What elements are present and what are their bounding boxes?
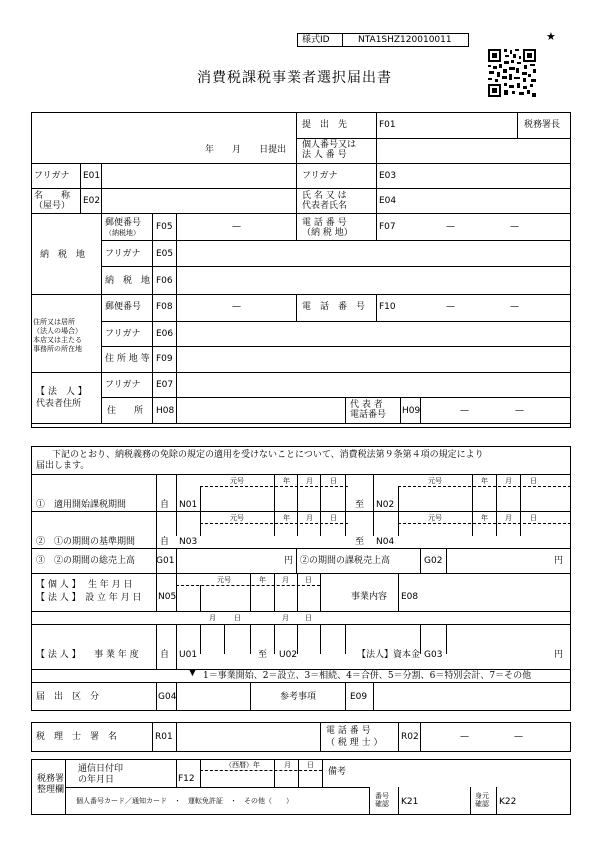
field-code-n01: N01 <box>179 500 198 510</box>
birth-label: 【 個 人 】 生 年 月 日 【 法 人 】 設 立 年 月 日 <box>36 580 142 603</box>
jigyo-label: 事業内容 <box>351 592 388 602</box>
tekiyo-start-input[interactable] <box>201 487 344 510</box>
field-code-e02: E02 <box>83 196 101 206</box>
nozeichi-sub-label: 納 税 地 <box>105 276 151 286</box>
field-code-f07: F07 <box>379 222 396 232</box>
mimoto-kakunin-label: 身元 確認 <box>475 792 489 808</box>
kazei-uriage-input[interactable] <box>447 549 551 572</box>
field-code-e03: E03 <box>379 171 397 181</box>
kijun-start-input[interactable] <box>201 524 344 546</box>
field-code-f10: F10 <box>379 302 396 312</box>
seireki-label: （西暦）年 <box>225 761 260 769</box>
nendo-start-input[interactable] <box>201 625 249 653</box>
shihon-label: 【法人】資本金 <box>357 650 421 660</box>
field-code-h08: H08 <box>156 406 175 416</box>
yubin-input-jusho[interactable] <box>177 295 295 320</box>
biko-label: 備考 <box>328 767 347 777</box>
field-code-n03: N03 <box>179 537 198 547</box>
yubin-label: 郵便番号 （納税地） <box>105 218 142 237</box>
sanko-label: 参考事項 <box>280 692 317 702</box>
denwa-input-nozeichi[interactable] <box>398 214 570 239</box>
furigana-label-left: フリガナ <box>34 171 70 181</box>
kojin-bango-input[interactable] <box>377 139 570 162</box>
jushochi-input[interactable] <box>177 347 570 371</box>
field-code-e09: E09 <box>350 692 368 702</box>
shihon-input[interactable] <box>447 625 551 653</box>
form-id: NTA1SHZ120010011 <box>358 35 452 45</box>
field-code-k22: K22 <box>499 797 517 807</box>
furigana-input-jusho[interactable] <box>177 322 570 345</box>
field-code-f09: F09 <box>156 354 173 364</box>
field-code-e04: E04 <box>379 196 397 206</box>
todokede-label: 届 出 区 分 <box>36 692 100 702</box>
kakunin-label: 個人番号カード／通知カード ・ 運転免許証 ・ その他（ ） <box>76 797 293 805</box>
qr-code-icon <box>486 47 538 99</box>
zeirishi-denwa-input[interactable] <box>421 723 570 751</box>
jusho-input-daihyo[interactable] <box>177 398 344 422</box>
field-code-r01: R01 <box>155 732 173 742</box>
jusho-label-daihyo: 住 所 <box>107 406 144 416</box>
field-code-k21: K21 <box>401 797 419 807</box>
yubin-input-nozeichi[interactable] <box>177 214 295 239</box>
kijun-end-input[interactable] <box>399 524 570 546</box>
pointer-arrow-icon: ▼ <box>189 668 196 678</box>
tekiyo-end-input[interactable] <box>399 487 570 510</box>
zeirishi-input[interactable] <box>177 723 319 751</box>
kazei-uriage-label: ②の期間の課税売上高 <box>300 556 391 566</box>
statement-line-2: 届出します。 <box>36 461 90 471</box>
field-code-g02: G02 <box>424 556 443 566</box>
meisho-label: 名 称 （屋号） <box>34 191 71 211</box>
nozeichi-label: 納 税 地 <box>40 250 86 260</box>
meisho-input[interactable] <box>102 189 295 212</box>
field-code-n02: N02 <box>376 500 395 510</box>
todokede-input[interactable] <box>177 683 249 710</box>
bango-kakunin-input[interactable] <box>420 788 469 814</box>
yubin-dash: — <box>232 222 241 232</box>
teishutsusaki-label: 提 出 先 <box>302 120 348 130</box>
field-code-g04: G04 <box>158 692 177 702</box>
statement-line-1: 下記のとおり、納税義務の免除の規定の適用を受けないことについて、消費税法第９条第４項の規定により <box>52 450 484 460</box>
field-code-e08: E08 <box>401 592 419 602</box>
tsushin-date-input[interactable] <box>201 771 321 786</box>
jushochi-label: 住 所 地 等 <box>105 354 150 364</box>
denwa-label-nozeichi: 電 話 番 号 （納 税 地） <box>302 218 353 238</box>
field-code-e01: E01 <box>83 171 101 181</box>
denwa-label-jusho: 電 話 番 号 <box>302 302 366 312</box>
form-id-label: 様式ID <box>302 35 330 45</box>
field-code-f12: F12 <box>178 774 195 784</box>
shimei-label: 氏 名 又 は 代表者氏名 <box>302 191 348 211</box>
field-code-f08: F08 <box>156 302 173 312</box>
birth-input[interactable] <box>177 586 319 610</box>
furigana-input-nozeichi[interactable] <box>177 241 570 265</box>
sou-uriage-label: ③ ②の期間の総売上高 <box>36 556 136 566</box>
field-code-e06: E06 <box>156 329 174 339</box>
field-code-h09: H09 <box>402 406 421 416</box>
field-code-n05: N05 <box>158 592 177 602</box>
field-code-r02: R02 <box>401 732 419 742</box>
field-code-n04: N04 <box>376 537 395 547</box>
zeimusho-label: 税務署長 <box>524 120 561 130</box>
field-code-g01: G01 <box>156 556 175 566</box>
furigana-label-daihyo: フリガナ <box>105 380 141 390</box>
field-code-e05: E05 <box>156 249 174 259</box>
furigana-input-daihyo[interactable] <box>177 373 570 396</box>
field-code-f06: F06 <box>156 276 173 286</box>
furigana-label-jusho: フリガナ <box>105 329 141 339</box>
sanko-input[interactable] <box>374 683 570 710</box>
bango-kakunin-label: 番号 確認 <box>375 792 389 808</box>
furigana-input-right[interactable] <box>398 164 570 187</box>
kijun-label: ② ①の期間の基準期間 <box>36 537 136 547</box>
kojin-bango-label: 個人番号又は 法 人 番 号 <box>302 140 357 160</box>
tekiyo-label: ① 適用開始課税期間 <box>36 500 127 510</box>
star-mark: ★ <box>546 30 556 43</box>
furigana-label-right: フリガナ <box>302 171 338 181</box>
form-title: 消費税課税事業者選択届出書 <box>197 70 392 86</box>
furigana-label-nozeichi: フリガナ <box>105 249 141 259</box>
field-code-u01: U01 <box>179 650 198 660</box>
furigana-input-left[interactable] <box>102 164 295 187</box>
zeirishi-label: 税 理 士 署 名 <box>36 732 118 742</box>
field-code-u02: U02 <box>279 650 298 660</box>
jigyo-input[interactable] <box>421 574 570 610</box>
yubin-label-jusho: 郵便番号 <box>105 302 142 312</box>
field-code-f01: F01 <box>379 120 396 130</box>
field-code-e07: E07 <box>156 380 174 390</box>
field-code-f05: F05 <box>156 222 173 232</box>
date-label: 年 月 日提出 <box>205 145 287 155</box>
daihyo-denwa-label: 代 表 者 電話番号 <box>350 400 387 420</box>
teishutsusaki-input[interactable] <box>398 113 516 137</box>
zeimusho-seiri-label: 税務署 整理欄 <box>37 774 65 795</box>
tsushin-label: 通信日付印 の年月日 <box>78 764 124 785</box>
kubun-note: 1＝事業開始、2＝設立、3＝相続、4＝合併、5＝分割、6＝特別会計、7＝その他 <box>203 671 532 681</box>
mimoto-kakunin-input[interactable] <box>520 788 570 814</box>
tax-form-sheet: 様式ID NTA1SHZ120010011 ★ 消費税課税事業者選択届出書 年 月 日提出 提 出 先 F01 税務署長 個人番号又は 法 人 番 号 フリガナ E01 フリガナ E03 名 称 （屋号） E02 氏 名 又 は 代表者氏名 E04 納 税 地 郵便番号 （納税地） F05 — 電 話 番 号 （納 税 地） F07 — — フリガナ E05 納 税 地 F06 住所又は居所 （法人の場合） 本店又は主たる 事務所の所在地 郵便番号 F08 — 電 話 番 号 F10 — — フリガナ E06 住 所 地 等 F09 【 法 人 】 代表者住所 フリガナ E07 住 所 H08 代 表 者 電話番号 H09 — — 下記のとおり、納税義務の免除の規定の適用を受けないことについて、消費税法第９条第４項の規定により 届出します。 ① 適用開始課税期間 自 N01 元号 年 月 日 至 N02 元号 年 月 日 ② ①の期間の基準期間 自 N03 元号 年 月 日 至 N04 元号 年 月 日 ③ ②の期間の総売上高 G01 円 ②の期間の課税売上高 G02 円 【 個 人 】 生 年 月 日 【 法 人 】 設 立 年 月 日 N05 元号 年 月 日 事業内容 E08 月 日 月 日 【 法 人 】 事 業 年 度 自 U01 至 U02 【法人】資本金 G03 円 ▼ 1＝事業開始、2＝設立、3＝相続、4＝合併、5＝分割、6＝特別会計、7＝その他 届 出 区 分 G04 参考事項 E09 税 理 士 署 名 R01 電 話 番 号 （ 税 理 士 ） R02 — — 税務署 整理欄 通信日付印 の年月日 F12 （西暦）年 月 日 備考 個人番号カード／通知カード ・ 運転免許証 ・ その他（ ） 番号 確認 K21 身元 確認 K22 <box>0 0 600 846</box>
nozeichi-input[interactable] <box>177 267 570 293</box>
daihyo-label: 【 法 人 】 代表者住所 <box>36 387 87 409</box>
shimei-input[interactable] <box>398 189 570 212</box>
nendo-label: 【 法 人 】 事 業 年 度 <box>36 650 139 660</box>
denwa-input-jusho[interactable] <box>398 295 570 320</box>
field-code-g03: G03 <box>424 650 443 660</box>
jusho-label: 住所又は居所 （法人の場合） 本店又は主たる 事務所の所在地 <box>33 318 82 353</box>
daihyo-denwa-input[interactable] <box>421 398 570 422</box>
sou-uriage-input[interactable] <box>177 549 281 572</box>
nendo-end-input[interactable] <box>298 625 344 653</box>
zeirishi-denwa-label: 電 話 番 号 （ 税 理 士 ） <box>326 726 383 748</box>
